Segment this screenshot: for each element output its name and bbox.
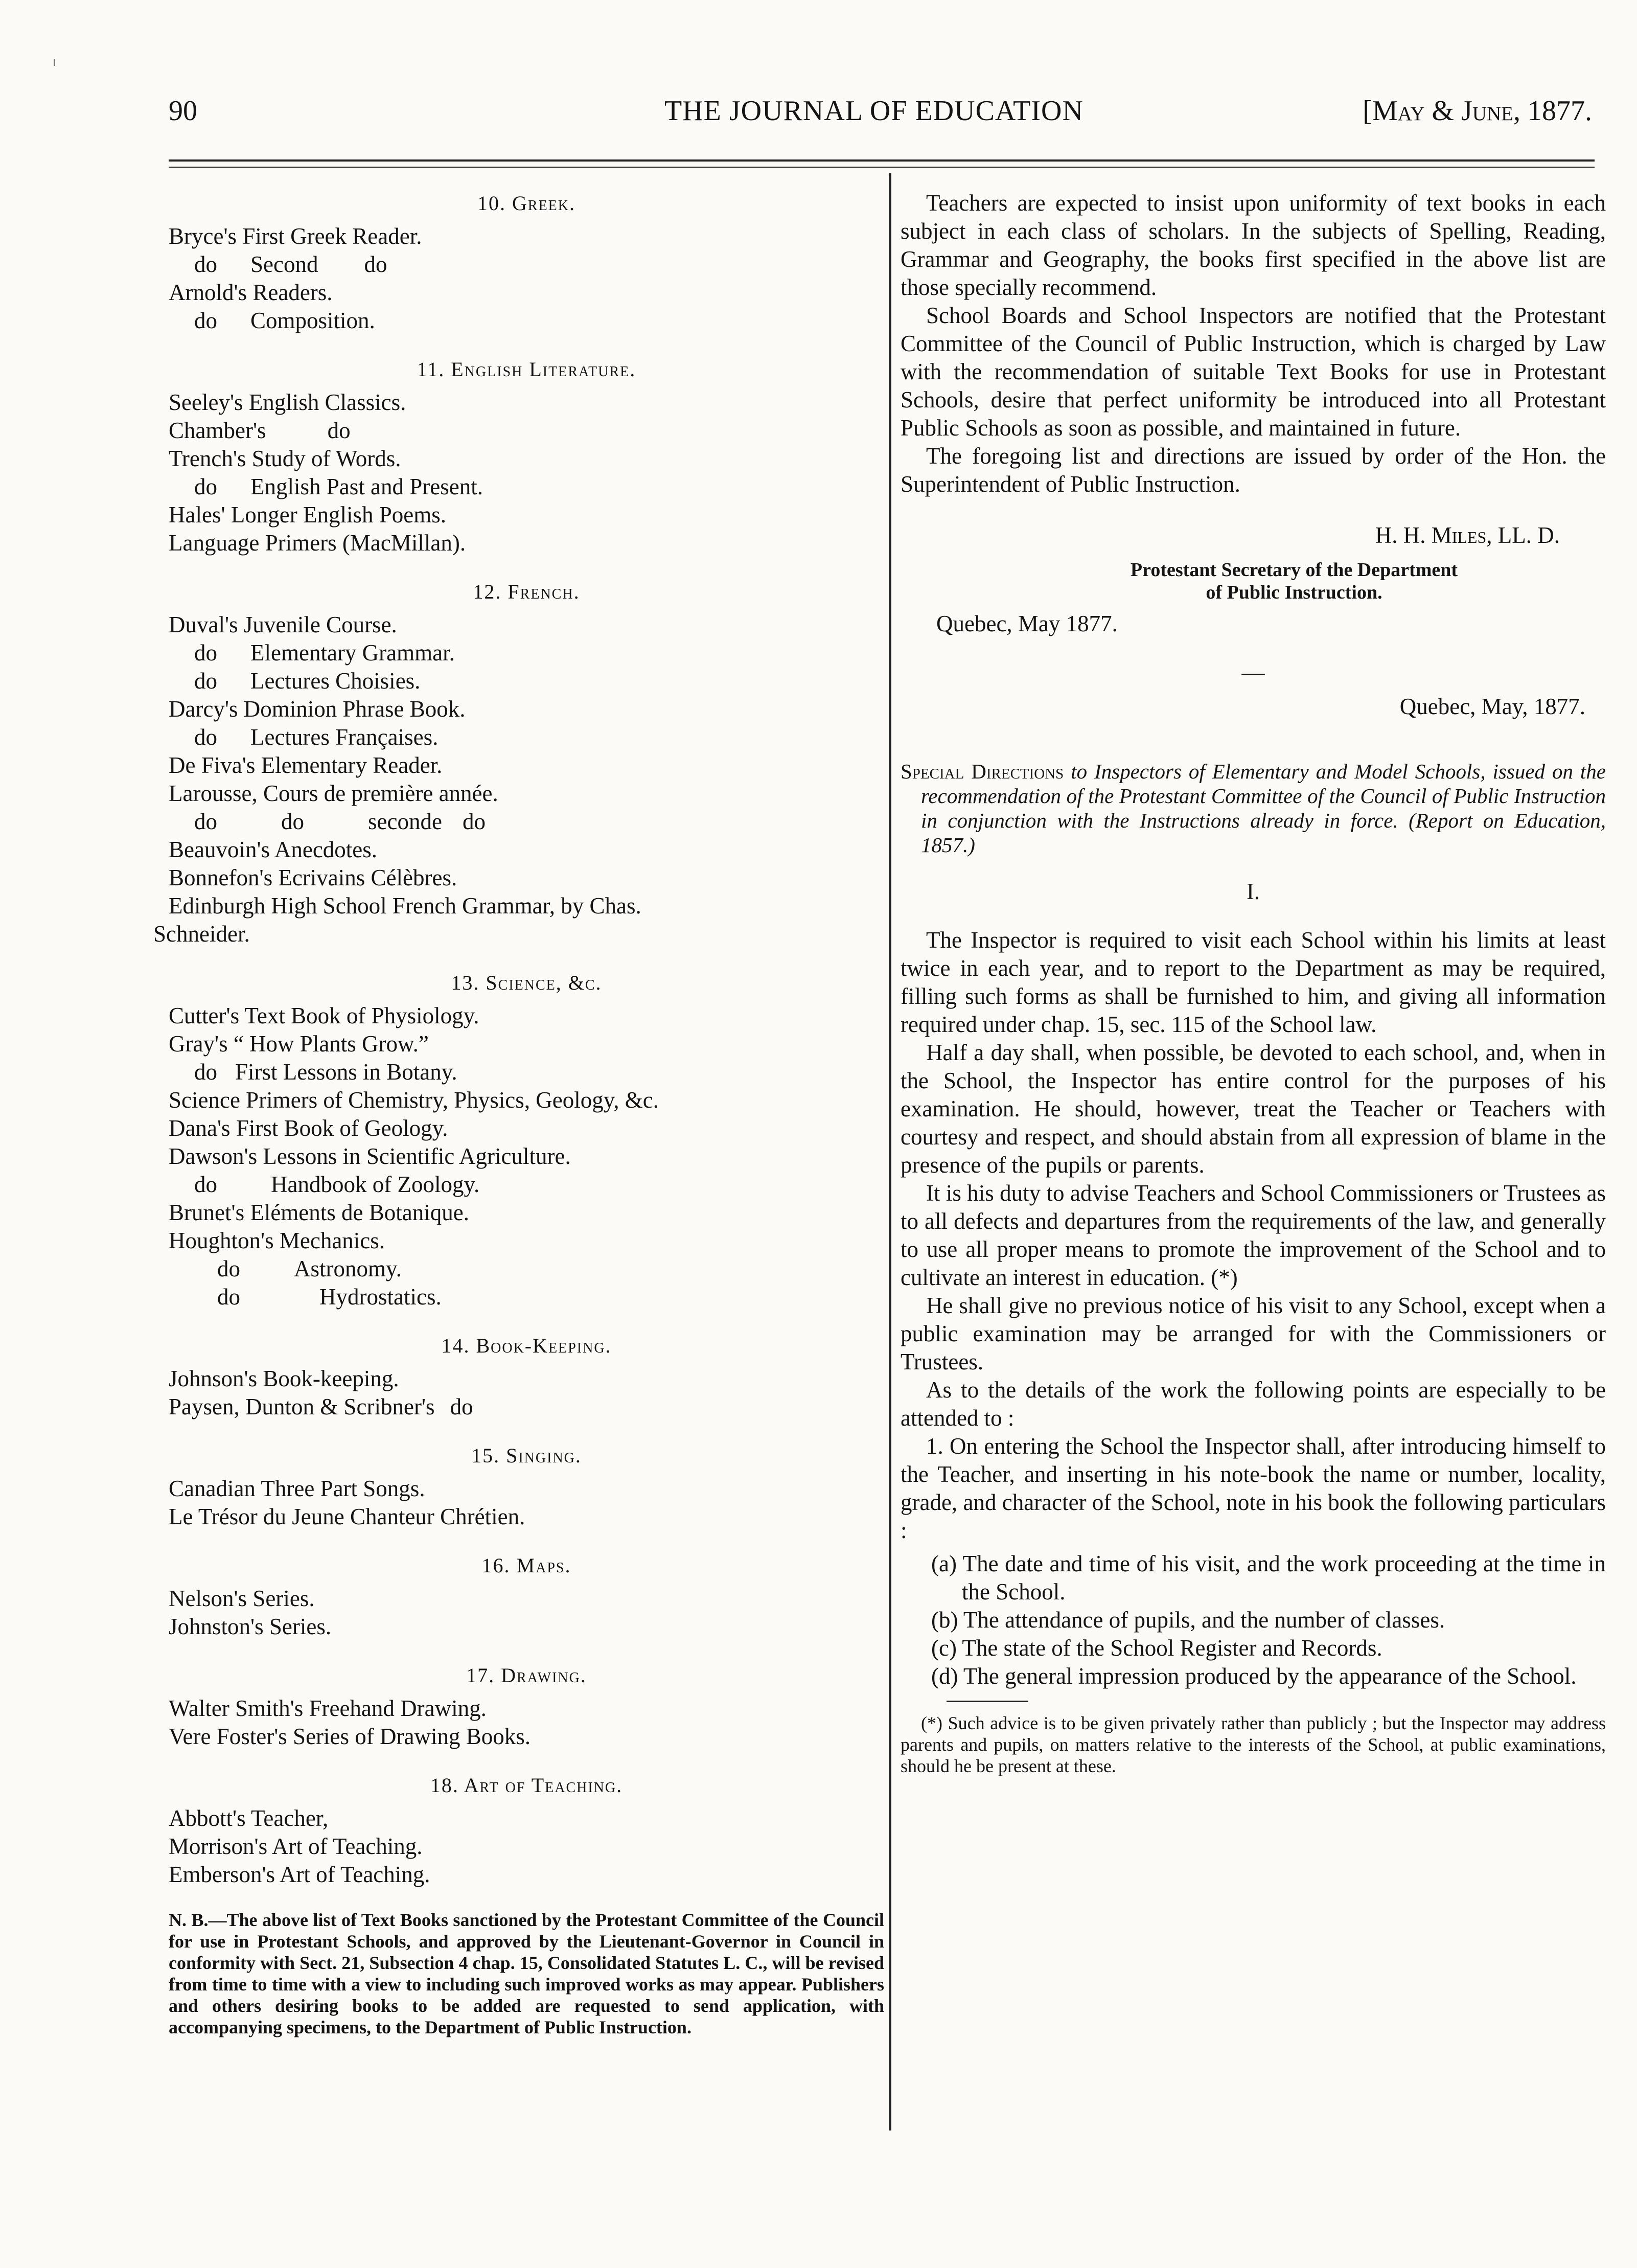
section-heading-maps: 16. Maps. <box>481 1554 571 1577</box>
section-number: I. <box>1246 879 1260 904</box>
book-entry <box>169 307 884 335</box>
journal-title: THE JOURNAL OF EDUCATION <box>664 95 1083 127</box>
column-divider <box>889 173 891 2130</box>
book-entry: Gray's “ How Plants Grow.” <box>169 1031 429 1057</box>
nota-bene-text: The above list of Text Books sanctioned by the Protestant Committee of the Council for use in Protestant Schools, and approved by the Lieutenant-Governor in Council in conformity with Sect. 21, Subsection 4 chap. 15, Consolidated Statutes L. C., will be revised from time to time with a view to including such improved works as may appear. Publishers and others desiring books to be added are requested to send application, with accompanying specimens, to the Department of Public Instruction. <box>169 1910 884 2037</box>
section-heading-greek: 10. Greek. <box>477 192 575 215</box>
book-entry: Nelson's Series. <box>169 1586 315 1611</box>
book-entry: Brunet's Eléments de Botanique. <box>169 1200 469 1225</box>
signature-title <box>901 559 1606 604</box>
right-column <box>901 189 1606 1777</box>
book-entry: Bonnefon's Ecrivains Célèbres. <box>169 865 457 890</box>
section-heading-english: 11. English Literature. <box>417 358 636 381</box>
book-entry: Language Primers (MacMillan). <box>169 530 466 556</box>
book-entry: Emberson's Art of Teaching. <box>169 1862 430 1887</box>
book-entry <box>169 250 884 279</box>
paragraph-uniformity: Teachers are expected to insist upon uniformity of text books in each subject in each class of scholars. In the subjects of Spelling, Reading, Grammar and Geography, the books first specified in the above list are those specially recommend. <box>901 190 1606 300</box>
ditto-mark: do <box>217 1256 240 1281</box>
book-entry: Dana's First Book of Geology. <box>169 1115 448 1141</box>
ditto-mark: do <box>194 724 217 750</box>
signature-name: H. H. Miles, LL. D. <box>1375 522 1560 548</box>
book-entry-text: Paysen, Dunton & Scribner's <box>169 1394 435 1419</box>
book-entry: Morrison's Art of Teaching. <box>169 1834 423 1859</box>
ditto-mark: do <box>194 251 217 277</box>
section-heading-singing: 15. Singing. <box>471 1444 582 1467</box>
book-entry: Dawson's Lessons in Scientific Agriculture. <box>169 1143 571 1169</box>
section-heading-teaching: 18. Art of Teaching. <box>430 1774 623 1797</box>
book-entry <box>169 1393 884 1421</box>
footnote-rule <box>947 1701 1028 1702</box>
paragraph: Half a day shall, when possible, be devoted to each school, and, when in the School, the Inspector has entire control for the purposes of his examination. He should, however, treat the Teacher or Teachers with courtesy and respect, and should abstain from all expression of blame in the presence of the pupils or parents. <box>901 1040 1606 1178</box>
book-entry: Duval's Juvenile Course. <box>169 612 397 637</box>
ditto-mark: do <box>327 418 351 443</box>
book-entry <box>169 417 884 445</box>
dateline: Quebec, May, 1877. <box>1399 694 1585 719</box>
ditto-mark: do <box>194 1059 217 1085</box>
section-heading-drawing: 17. Drawing. <box>466 1664 587 1687</box>
issue-date: [May & June, 1877. <box>1363 95 1592 127</box>
book-entry: Houghton's Mechanics. <box>169 1228 385 1253</box>
book-entry: Johnson's Book-keeping. <box>169 1366 399 1391</box>
book-entry: Hales' Longer English Poems. <box>169 502 447 528</box>
list-item: (d) The general impression produced by the appearance of the School. <box>931 1663 1577 1689</box>
book-entry: Science Primers of Chemistry, Physics, Geology, &c. <box>169 1087 659 1113</box>
book-entry-text: Elementary Grammar. <box>250 640 455 666</box>
book-entry: Le Trésor du Jeune Chanteur Chrétien. <box>169 1504 525 1529</box>
particulars-list <box>901 1550 1606 1690</box>
footnote: (*) Such advice is to be given privately rather than publicly ; but the Inspector may address parents and pupils, on matters relative to the interests of the School, at public examinations, should he be present at these. <box>901 1713 1606 1776</box>
ditto-mark: do <box>217 1284 240 1310</box>
ditto-mark: do <box>194 474 217 499</box>
section-heading-bookkeeping: 14. Book-Keeping. <box>441 1334 612 1357</box>
book-entry-text: Chamber's <box>169 418 266 443</box>
paragraph: It is his duty to advise Teachers and School Commissioners or Trustees as to all defects and departures from the requirements of the law, and generally to use all proper means to promote the improvement of the School and to cultivate an interest in education. (*) <box>901 1180 1606 1290</box>
book-entry: Seeley's English Classics. <box>169 390 406 415</box>
book-entry <box>169 1171 884 1199</box>
paragraph: As to the details of the work the following points are especially to be attended to : <box>901 1377 1606 1431</box>
ditto-mark: do <box>450 1394 473 1419</box>
paragraph: 1. On entering the School the Inspector shall, after introducing himself to the Teacher, and inserting in his note-book the name or number, locality, grade, and character of the School, note in his book the following particulars : <box>901 1433 1606 1543</box>
book-entry: Bryce's First Greek Reader. <box>169 223 422 249</box>
book-entry <box>169 1058 884 1086</box>
ditto-mark: do <box>194 668 217 694</box>
book-entry-text: Hydrostatics. <box>319 1284 442 1310</box>
book-entry: Abbott's Teacher, <box>169 1805 329 1831</box>
section-heading-french: 12. French. <box>473 580 580 603</box>
special-directions-heading <box>901 759 1606 857</box>
paragraph-notice: School Boards and School Inspectors are notified that the Protestant Committee of the Council of Public Instruction, which is charged by Law with the recommendation of suitable Text Books for use in Protestant Schools, desire that perfect uniformity be introduced into all Protestant Public Schools as soon as possible, and maintained in future. <box>901 303 1606 441</box>
list-item: (a) The date and time of his visit, and the work proceeding at the time in the School. <box>931 1551 1606 1605</box>
book-entry <box>169 808 884 836</box>
book-entry-text: Lectures Françaises. <box>250 724 439 750</box>
book-entry <box>169 473 884 501</box>
ditto-mark: do <box>194 640 217 666</box>
book-entry-text: Composition. <box>250 308 375 333</box>
book-entry: Arnold's Readers. <box>169 280 333 305</box>
signature-title-line: of Public Instruction. <box>1206 582 1382 603</box>
margin-mark <box>54 59 55 66</box>
page-header <box>0 95 1637 141</box>
book-entry: Vere Foster's Series of Drawing Books. <box>169 1724 531 1749</box>
book-entry: Cutter's Text Book of Physiology. <box>169 1003 479 1028</box>
book-entry: Schneider. <box>153 921 250 947</box>
nota-bene-label: N. B.— <box>169 1910 227 1930</box>
ditto-mark: do <box>364 251 387 277</box>
book-entry: Darcy's Dominion Phrase Book. <box>169 696 466 722</box>
paragraph: He shall give no previous notice of his visit to any School, except when a public examination may be arranged for with the Commissioners or Trustees. <box>901 1293 1606 1374</box>
book-entry <box>169 723 884 751</box>
ditto-mark: do <box>194 809 217 834</box>
book-entry: Johnston's Series. <box>169 1614 332 1639</box>
book-entry: Canadian Three Part Songs. <box>169 1476 425 1501</box>
list-item: (b) The attendance of pupils, and the number of classes. <box>931 1607 1445 1633</box>
book-entry-text: seconde <box>368 809 442 834</box>
book-entry-text: Lectures Choisies. <box>250 668 421 694</box>
book-entry: Edinburgh High School French Grammar, by Chas. <box>169 893 641 919</box>
book-entry-text: Handbook of Zoology. <box>271 1172 480 1197</box>
book-entry: Trench's Study of Words. <box>169 446 401 471</box>
book-entry <box>169 639 884 667</box>
book-entry-text: Second <box>250 251 318 277</box>
ditto-mark: do <box>462 809 486 834</box>
paragraph-order: The foregoing list and directions are issued by order of the Hon. the Superintendent of Public Instruction. <box>901 443 1606 497</box>
dateline: Quebec, May 1877. <box>936 611 1118 636</box>
book-entry <box>169 1255 884 1283</box>
page-number: 90 <box>169 95 197 127</box>
book-entry-text: First Lessons in Botany. <box>235 1059 457 1085</box>
book-entry: De Fiva's Elementary Reader. <box>169 752 443 778</box>
ditto-mark: do <box>194 308 217 333</box>
ditto-mark: do <box>194 1172 217 1197</box>
book-entry: Larousse, Cours de première année. <box>169 781 498 806</box>
left-column <box>153 189 884 2038</box>
section-heading-science: 13. Science, &c. <box>451 971 602 994</box>
book-entry: Walter Smith's Freehand Drawing. <box>169 1696 487 1721</box>
nota-bene <box>169 1909 884 2038</box>
book-entry-text: English Past and Present. <box>250 474 483 499</box>
paragraph: The Inspector is required to visit each School within his limits at least twice in each year, and to report to the Department as may be required, filling such forms as shall be furnished to him, and giving all information required under chap. 15, sec. 115 of the School law. <box>901 927 1606 1037</box>
signature-title-line: Protestant Secretary of the Department <box>1130 559 1458 581</box>
header-rule-thin <box>169 167 1595 168</box>
book-entry <box>169 1283 884 1311</box>
header-rule <box>169 159 1595 162</box>
ditto-mark: do <box>281 809 304 834</box>
book-entry: Beauvoin's Anecdotes. <box>169 837 378 862</box>
separator-dash: — <box>1241 659 1265 685</box>
special-directions-title: to Inspectors of Elementary and Model Schools, issued on the recommendation of the Protestant Committee of the Council of Public Instruction in conjunction with the Instructions already in force. (Report on Education, 1857.) <box>921 760 1606 857</box>
list-item: (c) The state of the School Register and Records. <box>931 1635 1382 1661</box>
book-entry <box>169 667 884 695</box>
special-directions-lead: Special Directions <box>901 760 1064 783</box>
book-entry-text: Astronomy. <box>294 1256 402 1281</box>
